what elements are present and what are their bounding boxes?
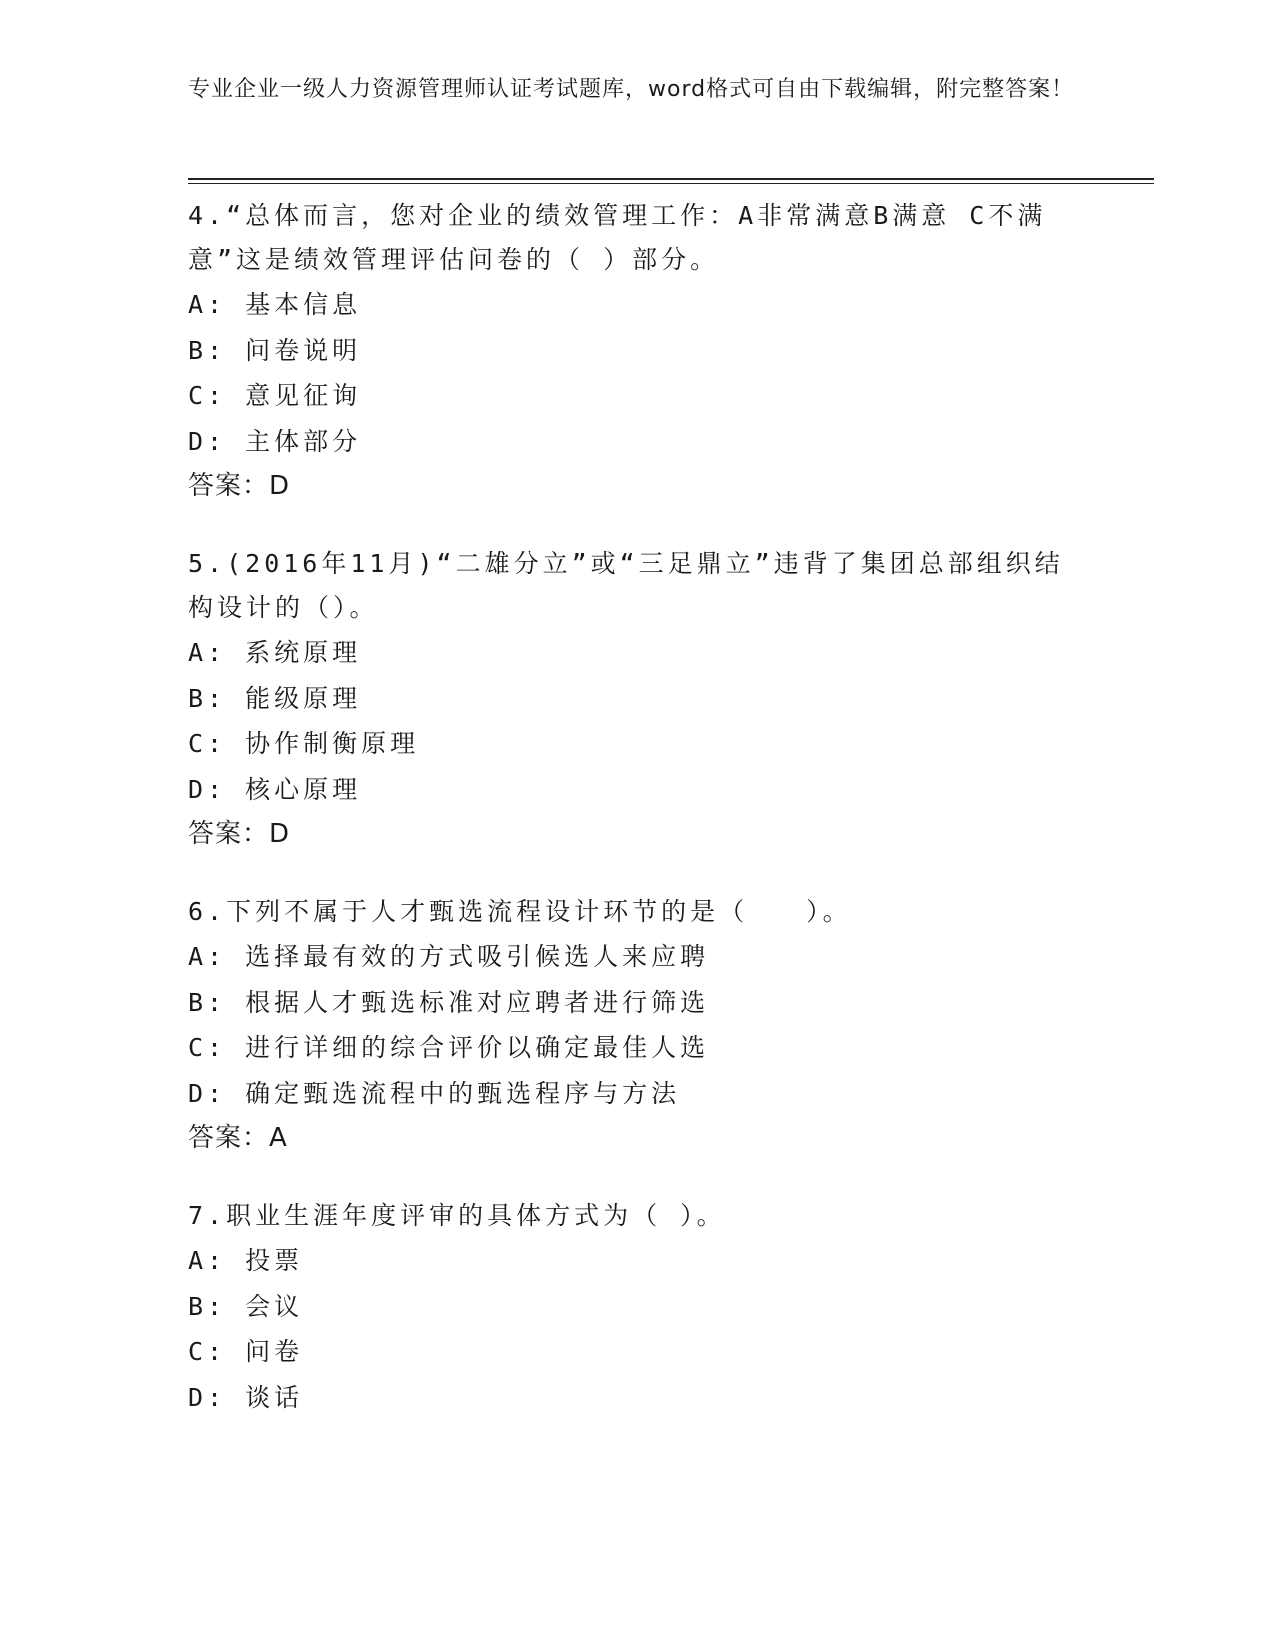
- option-a: A: 基本信息: [188, 290, 362, 319]
- option-b: B: 会议: [188, 1291, 304, 1321]
- option-d: D: 确定甄选流程中的甄选程序与方法: [188, 1078, 681, 1108]
- answer-line: 答案：A: [188, 1123, 288, 1153]
- question-stem: 4.“总体而言，您对企业的绩效管理工作：A非常满意B满意 C不满意”这是绩效管理评估问卷的（ ）部分。: [188, 201, 1047, 274]
- question-4: [188, 194, 1088, 509]
- option-b: B: 根据人才甄选标准对应聘者进行筛选: [188, 987, 710, 1017]
- question-7: [188, 1194, 1088, 1420]
- option-a: A: 系统原理: [188, 638, 362, 667]
- answer-line: 答案：D: [188, 819, 291, 849]
- question-stem: 7.职业生涯年度评审的具体方式为（ ）。: [188, 1201, 726, 1230]
- option-c: C: 问卷: [188, 1337, 304, 1366]
- question-stem: 5.(2016年11月)“二雄分立”或“三足鼎立”违背了集团总部组织结构设计的（）。: [188, 549, 1064, 622]
- option-a: A: 投票: [188, 1246, 304, 1275]
- header-divider-thin: [188, 183, 1154, 184]
- header-divider-thick: [188, 178, 1154, 180]
- document-header-intro: 专业企业一级人力资源管理师认证考试题库，word格式可自由下载编辑，附完整答案！: [188, 77, 1075, 102]
- question-list: [188, 194, 1088, 1453]
- option-c: C: 意见征询: [188, 381, 362, 410]
- option-b: B: 问卷说明: [188, 335, 362, 365]
- option-c: C: 进行详细的综合评价以确定最佳人选: [188, 1033, 710, 1062]
- option-d: D: 核心原理: [188, 774, 362, 804]
- question-stem: 6.下列不属于人才甄选流程设计环节的是（ ）。: [188, 897, 852, 926]
- option-c: C: 协作制衡原理: [188, 729, 420, 758]
- question-6: [188, 890, 1088, 1161]
- option-b: B: 能级原理: [188, 683, 362, 713]
- option-d: D: 主体部分: [188, 426, 362, 456]
- option-d: D: 谈话: [188, 1382, 304, 1412]
- question-5: [188, 542, 1088, 857]
- answer-line: 答案：D: [188, 471, 291, 501]
- option-a: A: 选择最有效的方式吸引候选人来应聘: [188, 942, 710, 971]
